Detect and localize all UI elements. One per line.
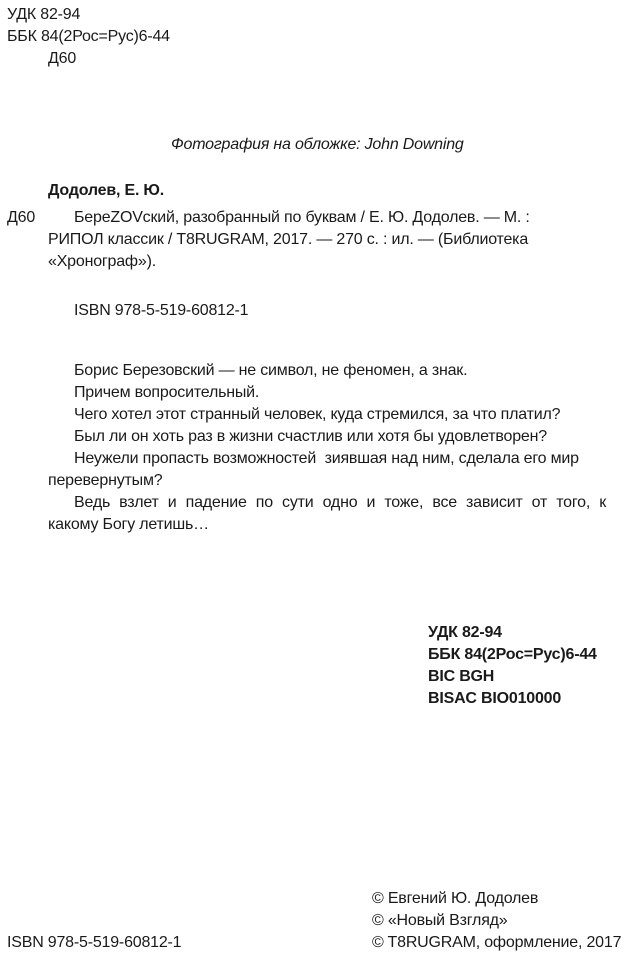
catalog-isbn: ISBN 978-5-519-60812-1 xyxy=(74,302,249,319)
catalog-description-line: БереZOVский, разобранный по буквам / Е. Ю. Додолев. — М. : xyxy=(74,209,530,226)
annotation-line: Чего хотел этот странный человек, куда стремился, за что платил? xyxy=(74,406,561,423)
annotation-line: какому Богу летишь… xyxy=(48,516,209,533)
bbk-code: ББК 84(2Рос=Рус)6-44 xyxy=(428,646,597,663)
catalog-description xyxy=(48,207,588,273)
author-mark-top: Д60 xyxy=(48,50,77,67)
catalog-description-line: РИПОЛ классик / T8RUGRAM, 2017. — 270 с. : ил. — (Библиотека xyxy=(48,231,529,248)
annotation-line: Причем вопросительный. xyxy=(74,384,260,401)
catalog-description-line: «Хронограф»). xyxy=(48,253,156,270)
annotation-line: Неужели пропасть возможностей зиявшая над ним, сделала его мир xyxy=(74,450,579,467)
bottom-isbn: ISBN 978-5-519-60812-1 xyxy=(7,934,182,951)
copyright-publisher: © «Новый Взгляд» xyxy=(372,912,508,929)
annotation xyxy=(48,360,606,536)
annotation-line: Борис Березовский — не символ, не феномен, а знак. xyxy=(74,362,468,379)
udk-code-top: УДК 82-94 xyxy=(7,6,81,23)
udk-code: УДК 82-94 xyxy=(428,624,502,641)
bisac-code: BISAC BIO010000 xyxy=(428,690,562,707)
annotation-line: перевернутым? xyxy=(48,472,163,489)
author-heading: Додолев, Е. Ю. xyxy=(48,182,164,199)
annotation-line: Был ли он хоть раз в жизни счастлив или хотя бы удовлетворен? xyxy=(74,428,547,445)
catalog-mark: Д60 xyxy=(7,209,36,226)
bbk-code-top: ББК 84(2Рос=Рус)6-44 xyxy=(7,28,170,45)
bic-code: BIC BGH xyxy=(428,668,495,685)
annotation-line: Ведь взлет и падение по сути одно и тоже, все зависит от того, к xyxy=(74,494,606,511)
copyright-author: © Евгений Ю. Додолев xyxy=(372,890,539,907)
cover-photo-credit: Фотография на обложке: John Downing xyxy=(171,136,464,153)
copyright-design: © T8RUGRAM, оформление, 2017 xyxy=(372,934,622,951)
